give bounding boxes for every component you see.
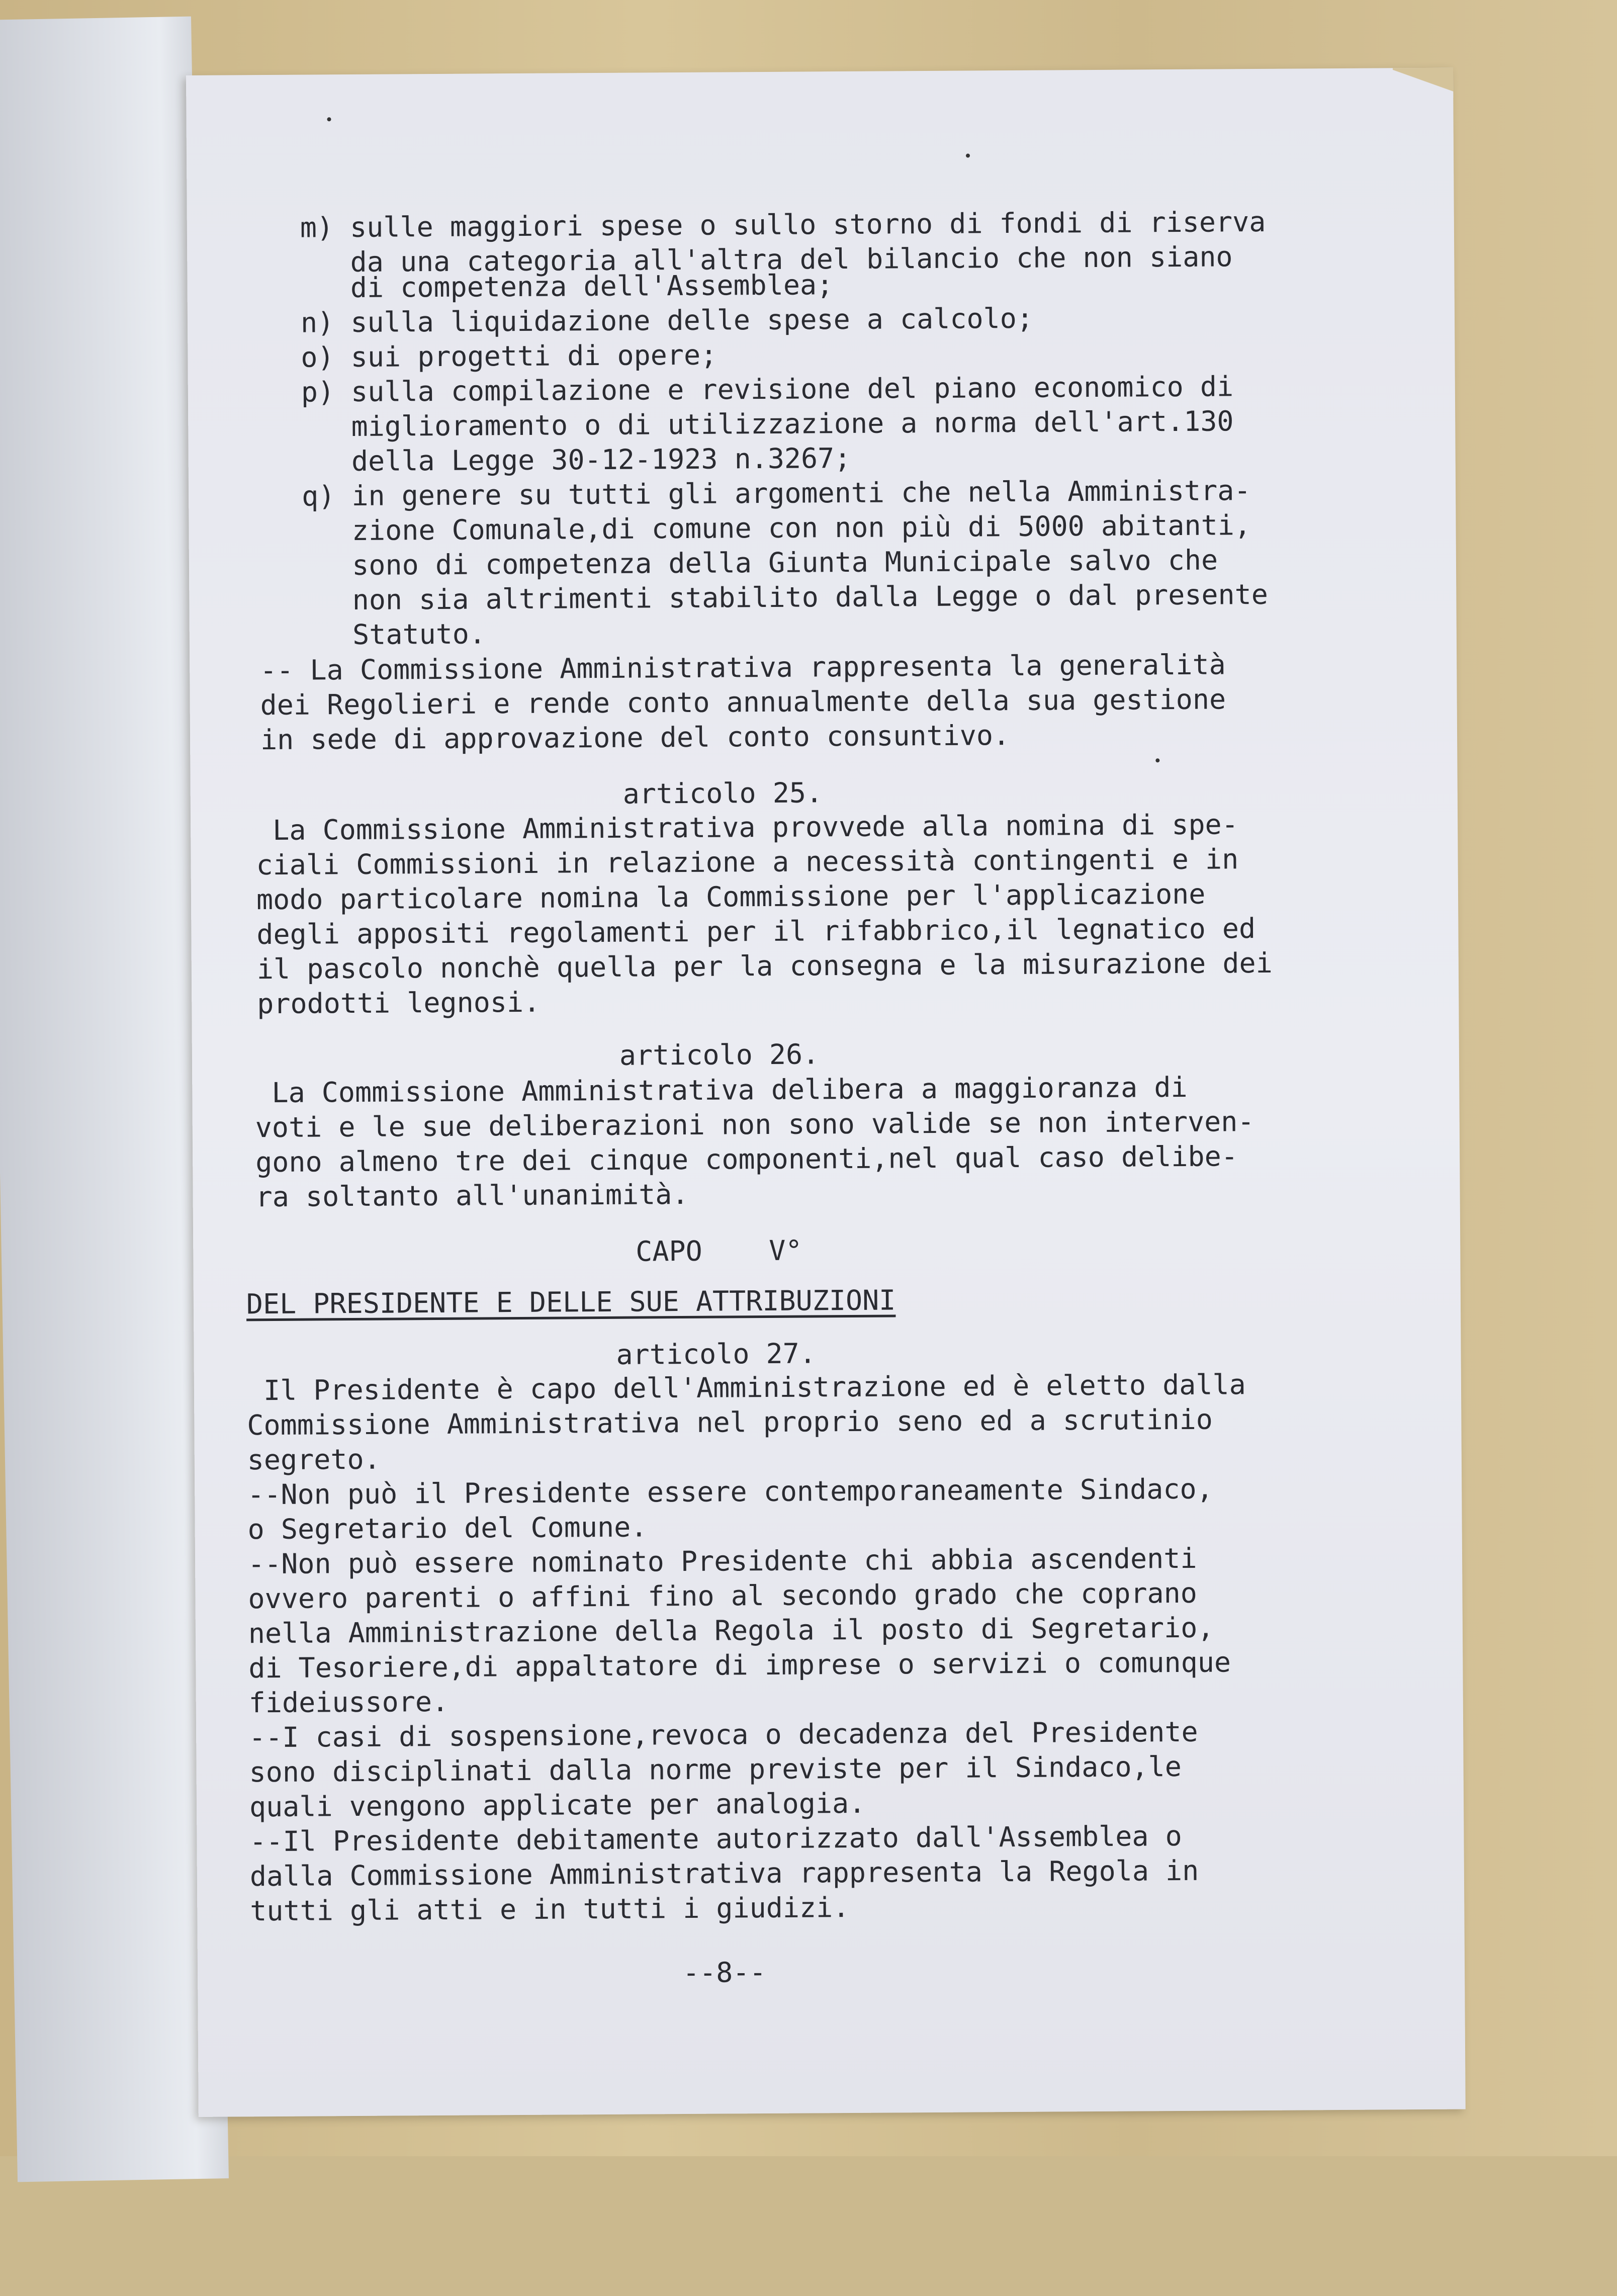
article-25-line: ciali Commissioni in relazione a necessità contingenti e in (256, 843, 1239, 881)
article-27-line: o Segretario del Comune. (247, 1511, 648, 1546)
article-27-line: sono disciplinati dalla norme previste per il Sindaco,le (249, 1750, 1182, 1789)
article-27-line: di Tesoriere,di appaltatore di imprese o servizi o comunque (248, 1646, 1231, 1685)
article-27-line: Il Presidente è capo dell'Amministrazione ed è eletto dalla (246, 1368, 1246, 1407)
article-25-line: La Commissione Amministrativa provvede alla nomina di spe- (255, 808, 1238, 847)
article-26-line: gono almeno tre dei cinque componenti,nel qual caso delibe- (255, 1140, 1238, 1179)
ink-speck (327, 117, 331, 121)
article-25-line: degli appositi regolamenti per il rifabbrico,il legnatico ed (256, 912, 1256, 951)
document-page (186, 68, 1466, 2117)
item-line: miglioramento o di utilizzazione a norma dell'art.130 (301, 405, 1234, 443)
item-line: di competenza dell'Assemblea; (300, 269, 834, 304)
article-26-line: La Commissione Amministrativa delibera a maggioranza di (255, 1071, 1188, 1109)
article-27-line: ovvero parenti o affini fino al secondo grado che coprano (248, 1576, 1198, 1615)
article-27-line: tutti gli atti e in tutti i giudizi. (250, 1891, 850, 1927)
paragraph-line: dei Regolieri e rende conto annualmente della sua gestione (260, 683, 1226, 722)
item-line: sono di competenza della Giunta Municipale salvo che (302, 544, 1218, 582)
ink-speck (966, 153, 970, 157)
article-27-line: --Non può essere nominato Presidente chi abbia ascendenti (247, 1542, 1197, 1580)
article-27-line: quali vengono applicate per analogia. (249, 1787, 866, 1823)
article-27-line: --Non può il Presidente essere contemporaneamente Sindaco, (247, 1472, 1213, 1511)
page-number: --8-- (682, 1956, 766, 1989)
item-line: m) sulle maggiori spese o sullo storno di fondi di riserva (300, 205, 1266, 244)
article-25-line: modo particolare nomina la Commissione per l'applicazione (256, 877, 1206, 916)
item-line: p) sulla compilazione e revisione del piano economico di (301, 370, 1234, 408)
article-26-title: articolo 26. (619, 1038, 820, 1072)
section-title: DEL PRESIDENTE E DELLE SUE ATTRIBUZIONI (246, 1284, 896, 1320)
article-27-line: Commissione Amministrativa nel proprio seno ed a scrutinio (247, 1403, 1213, 1442)
article-27-line: nella Amministrazione della Regola il posto di Segretario, (248, 1611, 1214, 1650)
article-27-line: segreto. (247, 1443, 381, 1476)
typewritten-text (186, 68, 1466, 2117)
article-25-title: articolo 25. (622, 776, 823, 810)
item-line: non sia altrimenti stabilito dalla Legge o dal presente (302, 578, 1269, 616)
article-25-line: il pascolo nonchè quella per la consegna e la misurazione dei (256, 946, 1273, 986)
article-27-line: --I casi di sospensione,revoca o decadenza del Presidente (248, 1715, 1198, 1754)
item-line: della Legge 30-12-1923 n.3267; (301, 441, 851, 478)
item-line: zione Comunale,di comune con non più di 5000 abitanti, (302, 509, 1251, 547)
article-27-line: dalla Commissione Amministrativa rappresenta la Regola in (249, 1854, 1199, 1893)
item-line: n) sulla liquidazione delle spese a calcolo; (300, 302, 1034, 339)
ink-speck (1155, 758, 1159, 762)
article-25-line: prodotti legnosi. (257, 986, 541, 1020)
item-line: q) in genere su tutti gli argomenti che nella Amministra- (301, 474, 1251, 512)
item-line: o) sui progetti di opere; (301, 338, 717, 374)
article-26-line: voti e le sue deliberazioni non sono valide se non interven- (255, 1105, 1254, 1144)
article-27-line: --Il Presidente debitamente autorizzato dall'Assemblea o (249, 1819, 1182, 1858)
article-27-title: articolo 27. (616, 1337, 817, 1371)
paragraph-line: -- La Commissione Amministrativa rappresenta la generalità (260, 648, 1226, 687)
item-line: Statuto. (302, 617, 486, 651)
paragraph-line: in sede di approvazione del conto consuntivo. (260, 719, 1010, 756)
item-line: da una categoria all'altra del bilancio che non siano (300, 240, 1233, 279)
article-27-line: fideiussore. (248, 1685, 449, 1719)
article-26-line: ra soltanto all'unanimità. (255, 1178, 689, 1213)
capo-title: CAPO V° (636, 1234, 802, 1268)
